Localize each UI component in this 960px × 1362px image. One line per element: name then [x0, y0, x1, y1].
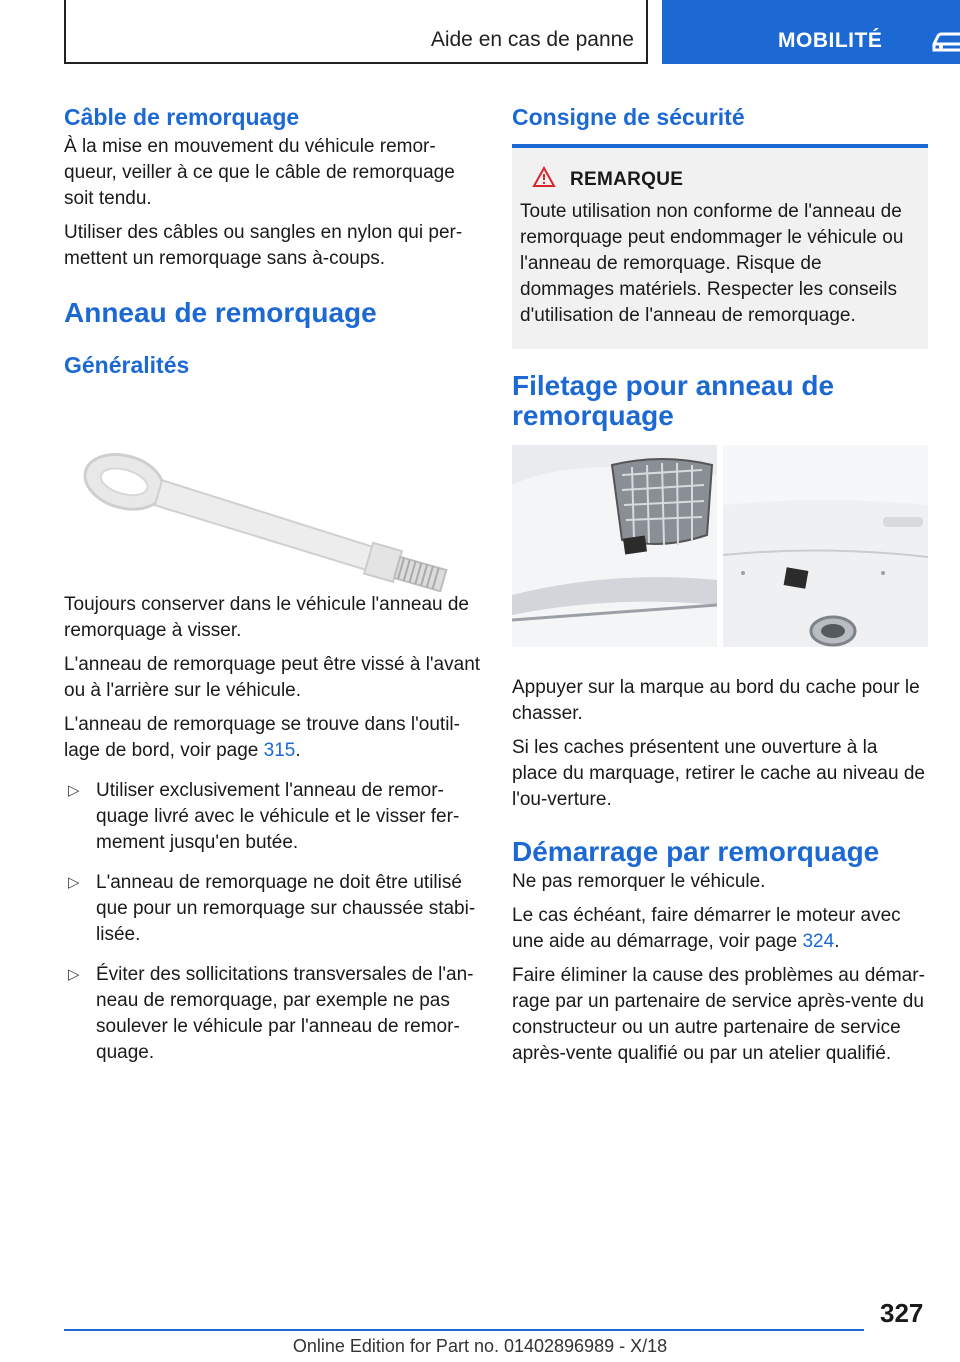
rear-bumper-photo — [723, 445, 928, 647]
list-item: ▷ L'anneau de remorquage ne doit être utilisé que pour un remorquage sur chaussée stabi-lisée. — [68, 872, 476, 945]
header-chapter-tab[interactable] — [662, 0, 960, 64]
thread-paragraph-2: Si les caches présentent une ouverture à la place du marquage, retirer le cache au niveau de l'ou-verture. — [512, 737, 925, 810]
list-item: ▷ Utiliser exclusivement l'anneau de remor-quage livré avec le véhicule et le visser fer-mement jusqu'en butée. — [68, 780, 460, 853]
general-paragraph-3: L'anneau de remorquage se trouve dans l'outil-lage de bord, voir page 315. — [64, 714, 460, 761]
header-section-title: Aide en cas de panne — [430, 28, 634, 51]
bullet-triangle-icon: ▷ — [68, 782, 80, 799]
page-number: 327 — [880, 1298, 924, 1328]
front-bumper-photo — [512, 445, 717, 647]
start-paragraph-1: Ne pas remorquer le véhicule. — [512, 871, 766, 892]
section-title-safety: Consigne de sécurité — [512, 104, 745, 130]
start-paragraph-2: Le cas échéant, faire démarrer le moteur avec une aide au démarrage, voir page 324. — [512, 905, 901, 952]
start-paragraph-3: Faire éliminer la cause des problèmes au démar-rage par un partenaire de service après-vente du constructeur ou un autre partenaire de service après-vente qualifié ou par un atelier qualifié. — [512, 965, 925, 1064]
section-title-thread: Filetage pour anneau de remorquage — [512, 370, 835, 431]
page-link-315[interactable]: 315 — [263, 740, 296, 761]
footer-divider — [64, 1329, 864, 1331]
notice-header — [520, 166, 920, 193]
general-paragraph-2: L'anneau de remorquage peut être vissé à l'avant ou à l'arrière sur le véhicule. — [64, 654, 481, 701]
chapter-label: MOBILITÉ — [778, 29, 883, 52]
section-title-cable: Câble de remorquage — [64, 104, 300, 130]
notice-label: REMARQUE — [570, 168, 684, 190]
thread-paragraph-1: Appuyer sur la marque au bord du cache pour le chasser. — [512, 677, 920, 724]
left-column — [64, 100, 484, 1066]
warning-icon — [532, 166, 556, 193]
bullet-triangle-icon: ▷ — [68, 966, 80, 983]
notice-text: Toute utilisation non conforme de l'anneau de remorquage peut endommager le véhicule ou l'anneau de remorquage. Risque de dommages matériels. Respecter les conseils d'utilisation de l'anneau de remorquage. — [520, 201, 904, 326]
right-column — [512, 100, 928, 1067]
list-item: ▷ Éviter des sollicitations transversales de l'an-neau de remorquage, par exemple ne pas soulever le véhicule par l'anneau de remor-quage. — [68, 964, 474, 1063]
general-paragraph-1: Toujours conserver dans le véhicule l'anneau de remorquage à visser. — [64, 594, 469, 641]
cable-paragraph-1: À la mise en mouvement du véhicule remor-queur, veiller à ce que le câble de remorquage soit tendu. — [64, 136, 455, 209]
car-icon — [930, 30, 960, 59]
section-title-start: Démarrage par remorquage — [512, 836, 880, 867]
thread-photos — [512, 445, 928, 647]
section-title-ring: Anneau de remorquage — [64, 297, 377, 328]
notice-box — [512, 144, 928, 349]
page-link-324[interactable]: 324 — [802, 931, 835, 952]
edition-footer: Online Edition for Part no. 01402896989 - X/18 — [292, 1336, 668, 1356]
cable-paragraph-2: Utiliser des câbles ou sangles en nylon qui per-mettent un remorquage sans à-coups. — [64, 222, 463, 269]
bullet-triangle-icon: ▷ — [68, 874, 80, 891]
header-frame — [64, 0, 648, 64]
towing-eye-illustration — [64, 382, 484, 592]
section-title-general: Généralités — [64, 352, 190, 378]
